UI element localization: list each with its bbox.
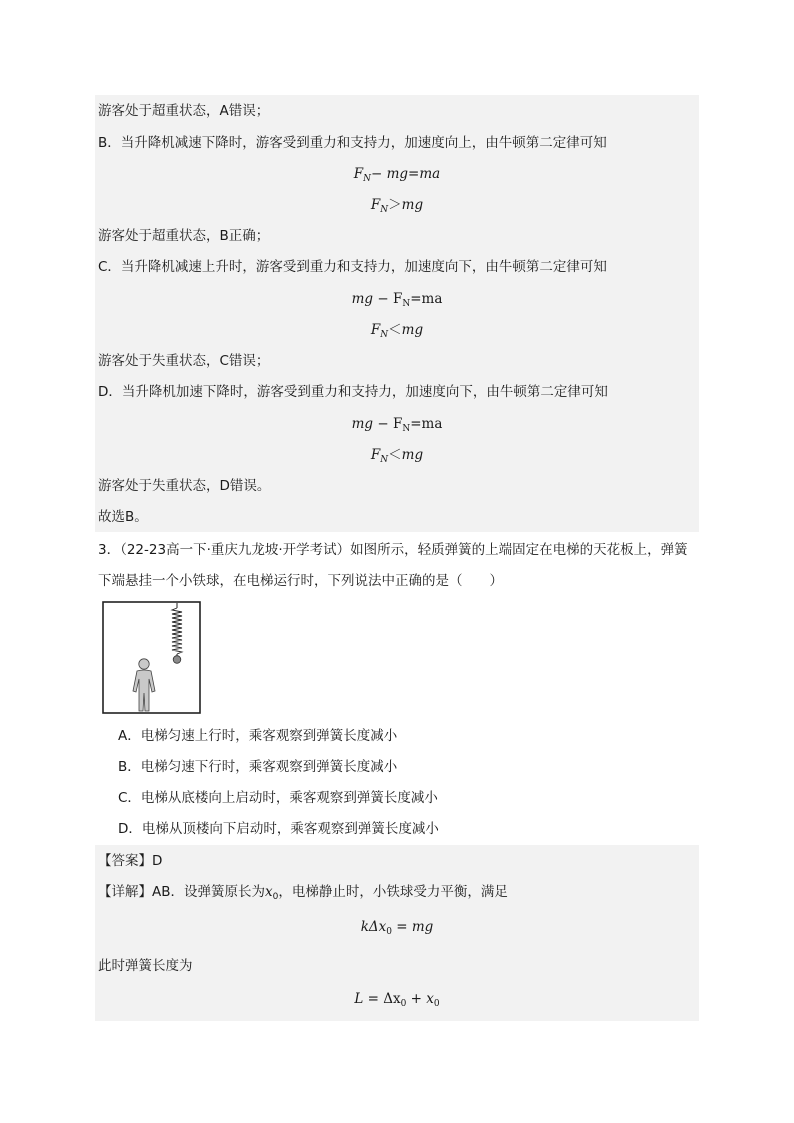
solution-conclusion: 故选B。 bbox=[98, 509, 148, 525]
solution-d-result: 游客处于失重状态，D错误。 bbox=[98, 478, 271, 494]
elevator-frame bbox=[103, 602, 200, 713]
answer-line bbox=[98, 851, 162, 871]
option-d: D．电梯从顶楼向下启动时，乘客观察到弹簧长度减小 bbox=[118, 821, 439, 837]
equation-c2: $F_N<mg$ bbox=[370, 322, 424, 340]
equation-spring-balance: kΔx$_0$ = mg bbox=[360, 919, 434, 937]
detail-label: 【详解】 bbox=[98, 884, 152, 900]
equation-d1: mg − $F_N=ma$ bbox=[351, 416, 443, 434]
option-b: B．电梯匀速下行时，乘客观察到弹簧长度减小 bbox=[118, 759, 398, 775]
elevator-spring-figure bbox=[102, 601, 201, 714]
equation-d2: $F_N<mg$ bbox=[370, 447, 424, 465]
solution-d-text: D．当升降机加速下降时，游客受到重力和支持力，加速度向下，由牛顿第二定律可知 bbox=[98, 384, 608, 400]
detail-line: 【详解】AB．设弹簧原长为$x_0$，电梯静止时，小铁球受力平衡，满足 bbox=[98, 884, 508, 902]
answer-value: D bbox=[152, 853, 163, 869]
option-c: C．电梯从底楼向上启动时，乘客观察到弹簧长度减小 bbox=[118, 790, 438, 806]
solution-c-result: 游客处于失重状态，C错误； bbox=[98, 353, 270, 369]
iron-ball-icon bbox=[173, 656, 181, 664]
equation-b1: $F_N- mg=ma$ bbox=[353, 166, 441, 184]
solution-b-text: B．当升降机减速下降时，游客受到重力和支持力，加速度向上，由牛顿第二定律可知 bbox=[98, 135, 607, 151]
length-text: 此时弹簧长度为 bbox=[98, 958, 193, 974]
solution-b-result: 游客处于超重状态，B正确； bbox=[98, 228, 270, 244]
equation-c1: mg − $F_N=ma$ bbox=[351, 291, 443, 309]
answer-label: 【答案】 bbox=[98, 853, 152, 869]
question-3-line-2: 下端悬挂一个小铁球，在电梯运行时，下列说法中正确的是（ ） bbox=[98, 573, 503, 589]
equation-spring-length: $L = \Delta x_0 + x_0$ bbox=[354, 991, 440, 1009]
solution-c-text: C．当升降机减速上升时，游客受到重力和支持力，加速度向下，由牛顿第二定律可知 bbox=[98, 259, 607, 275]
question-3-line-1: 3．（22-23高一下·重庆九龙坡·开学考试）如图所示，轻质弹簧的上端固定在电梯的天花板上，弹簧 bbox=[98, 542, 688, 558]
equation-b2: $F_N>mg$ bbox=[370, 197, 424, 215]
option-a: A．电梯匀速上行时，乘客观察到弹簧长度减小 bbox=[118, 728, 398, 744]
solution-a-result: 游客处于超重状态，A错误； bbox=[98, 103, 270, 119]
